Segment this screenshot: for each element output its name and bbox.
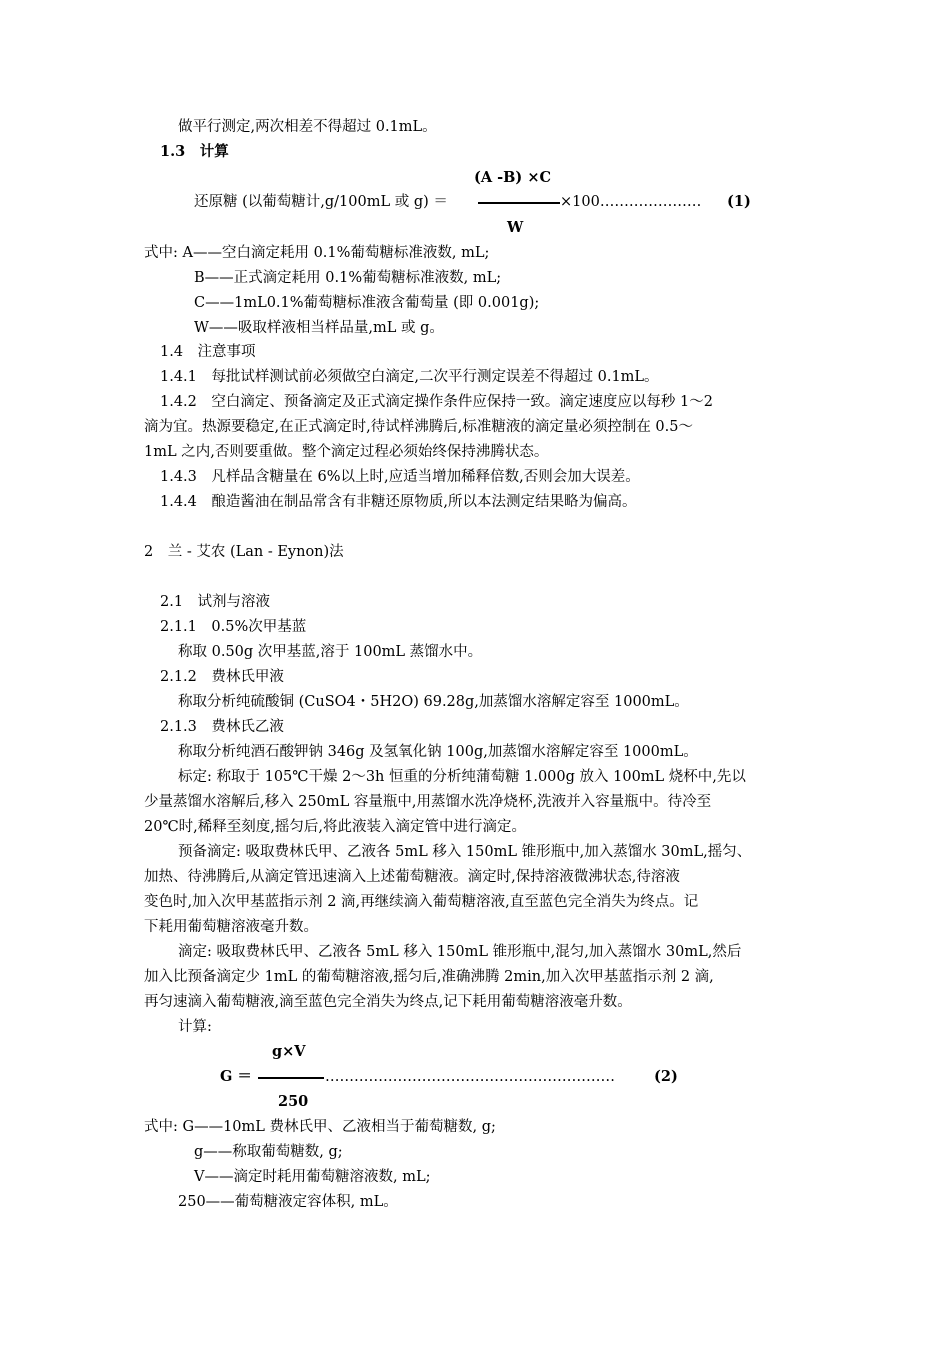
fraction-bar xyxy=(258,1077,324,1079)
note-1-4-2-line: 1mL 之内,否则要重做。整个滴定过程必须始终保持沸腾状态。 xyxy=(144,444,549,460)
formula-1-denominator: W xyxy=(507,219,524,236)
pre-titration-line: 预备滴定: 吸取费林氏甲、乙液各 5mL 移入 150mL 锥形瓶中,加入蒸馏水 30mL,摇匀、 xyxy=(178,844,752,860)
text-line: 做平行测定,两次相差不得超过 0.1mL。 xyxy=(178,119,437,135)
note-1-4-1: 1.4.1 每批试样测试前必须做空白滴定,二次平行测定误差不得超过 0.1mL。 xyxy=(160,369,659,385)
definition-b: B——正式滴定耗用 0.1%葡萄糖标准液数, mL; xyxy=(194,270,502,286)
heading-2-1-1: 2.1.1 0.5%次甲基蓝 xyxy=(160,619,307,635)
formula-2-number: (2) xyxy=(654,1068,678,1085)
definition-a: 式中: A——空白滴定耗用 0.1%葡萄糖标准液数, mL; xyxy=(144,245,490,261)
note-1-4-2-line: 1.4.2 空白滴定、预备滴定及正式滴定操作条件应保持一致。滴定速度应以每秒 1～2 xyxy=(160,394,713,410)
formula-1-number: (1) xyxy=(727,193,751,210)
definition-g-upper: 式中: G——10mL 费林氏甲、乙液相当于葡萄糖数, g; xyxy=(144,1119,496,1135)
definition-v: V——滴定时耗用葡萄糖溶液数, mL; xyxy=(194,1169,431,1185)
note-1-4-4: 1.4.4 酿造酱油在制品常含有非糖还原物质,所以本法测定结果略为偏高。 xyxy=(160,494,637,510)
note-1-4-2-line: 滴为宜。热源要稳定,在正式滴定时,待试样沸腾后,标准糖液的滴定量必须控制在 0.5～ xyxy=(144,419,693,435)
definition-c: C——1mL0.1%葡萄糖标准液含葡萄量 (即 0.001g); xyxy=(194,295,540,311)
heading-2-1-2: 2.1.2 费林氏甲液 xyxy=(160,669,284,685)
formula-2-rhs: …………………………………………………… xyxy=(325,1069,615,1085)
heading-2-1-3: 2.1.3 费林氏乙液 xyxy=(160,719,284,735)
titration-line: 加入比预备滴定少 1mL 的葡萄糖溶液,摇匀后,准确沸腾 2min,加入次甲基蓝指示剂 2 滴, xyxy=(144,969,714,985)
formula-2-lhs: G ＝ xyxy=(220,1068,252,1085)
heading-1-4: 1.4 注意事项 xyxy=(160,344,256,360)
formula-1-numerator: (A -B) ×C xyxy=(474,169,552,186)
text-2-1-1: 称取 0.50g 次甲基蓝,溶于 100mL 蒸馏水中。 xyxy=(178,644,483,660)
formula-2-denominator: 250 xyxy=(278,1093,309,1110)
titration-line: 滴定: 吸取费林氏甲、乙液各 5mL 移入 150mL 锥形瓶中,混匀,加入蒸馏水 30mL,然后 xyxy=(178,944,742,960)
formula-1-rhs: ×100………………… xyxy=(560,194,702,210)
note-1-4-3: 1.4.3 凡样品含糖量在 6%以上时,应适当增加稀释倍数,否则会加大误差。 xyxy=(160,469,640,485)
calibration-line: 20℃时,稀释至刻度,摇匀后,将此液装入滴定管中进行滴定。 xyxy=(144,819,526,835)
pre-titration-line: 下耗用葡萄糖溶液毫升数。 xyxy=(144,919,318,935)
fraction-bar xyxy=(478,202,560,204)
pre-titration-line: 加热、待沸腾后,从滴定管迅速滴入上述葡萄糖液。滴定时,保持溶液微沸状态,待溶液 xyxy=(144,869,680,885)
text-2-1-2: 称取分析纯硫酸铜 (CuSO4・5H2O) 69.28g,加蒸馏水溶解定容至 1000mL。 xyxy=(178,694,689,710)
pre-titration-line: 变色时,加入次甲基蓝指示剂 2 滴,再继续滴入葡萄糖溶液,直至蓝色完全消失为终点。记 xyxy=(144,894,699,910)
titration-line: 再匀速滴入葡萄糖液,滴至蓝色完全消失为终点,记下耗用葡萄糖溶液毫升数。 xyxy=(144,994,632,1010)
heading-1-3: 1.3 计算 xyxy=(160,143,229,160)
calc-label: 计算: xyxy=(178,1019,212,1035)
definition-250: 250——葡萄糖液定容体积, mL。 xyxy=(178,1194,398,1210)
formula-2-numerator: g×V xyxy=(272,1043,306,1060)
heading-2-1: 2.1 试剂与溶液 xyxy=(160,594,271,610)
calibration-line: 标定: 称取于 105℃干燥 2～3h 恒重的分析纯蒲萄糖 1.000g 放入 100mL 烧杯中,先以 xyxy=(178,769,746,785)
text-2-1-3: 称取分析纯酒石酸钾钠 346g 及氢氧化钠 100g,加蒸馏水溶解定容至 1000mL。 xyxy=(178,744,698,760)
definition-w: W——吸取样液相当样品量,mL 或 g。 xyxy=(194,320,444,336)
definition-g-lower: g——称取葡萄糖数, g; xyxy=(194,1144,343,1160)
section-2-title: 2 兰 - 艾农 (Lan - Eynon)法 xyxy=(144,544,344,560)
formula-1-lhs: 还原糖 (以葡萄糖计,g/100mL 或 g) ＝ xyxy=(194,194,448,210)
calibration-line: 少量蒸馏水溶解后,移入 250mL 容量瓶中,用蒸馏水洗净烧杯,洗液并入容量瓶中。待冷至 xyxy=(144,794,712,810)
